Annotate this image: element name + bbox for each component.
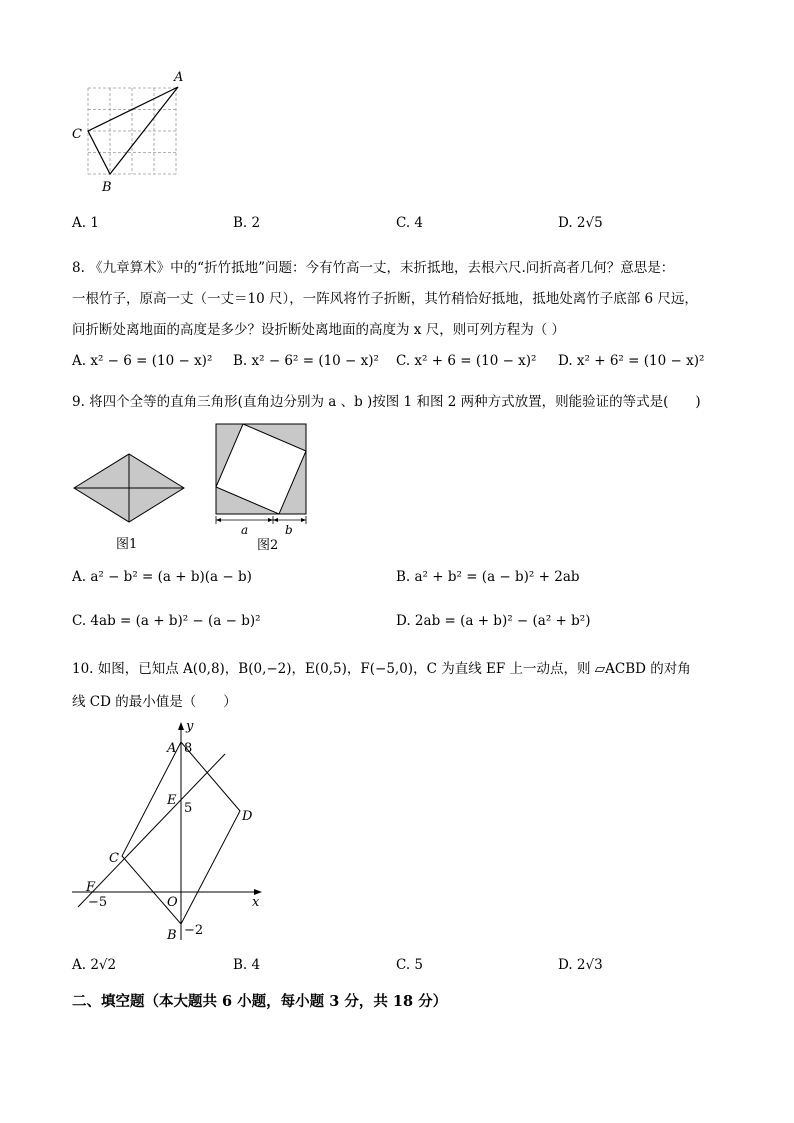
q8-option-b: B. x² − 6² = (10 − x)² — [233, 353, 379, 369]
triangle-abc — [88, 87, 178, 174]
q8-option-a: A. x² − 6 = (10 − x)² — [72, 353, 213, 369]
label-minus-5: −5 — [88, 895, 108, 910]
q7-option-d: D. 2√5 — [558, 215, 603, 231]
label-c: C — [72, 127, 82, 142]
q9-figure-1 — [70, 450, 188, 555]
fig2-label-a: a — [241, 523, 249, 537]
q8-line-2: 一根竹子，原高一丈（一丈＝10 尺），一阵风将竹子折断，其竹稍恰好抵地，抵地处离竹子底部 6 尺远， — [72, 291, 698, 307]
q7-grid-figure — [60, 66, 195, 196]
label-c: C — [109, 851, 119, 866]
y-axis-arrow — [178, 722, 184, 730]
label-minus-2: −2 — [184, 923, 204, 938]
label-d: D — [242, 809, 253, 824]
q10-option-a: A. 2√2 — [72, 957, 117, 973]
q8-option-c: C. x² + 6 = (10 − x)² — [396, 353, 537, 369]
q7-option-a: A. 1 — [72, 215, 99, 231]
q7-option-b: B. 2 — [233, 215, 261, 231]
label-b: B — [102, 180, 112, 195]
q9-figure-2 — [212, 420, 312, 555]
arrow-a-left — [216, 518, 221, 522]
q8-line-1: 8. 《九章算术》中的“折竹抵地”问题：今有竹高一丈，末折抵地，去根六尺.问折高者几何？意思是： — [72, 260, 675, 276]
label-y: y — [186, 719, 194, 734]
fig1-caption: 图1 — [116, 537, 138, 552]
q10-option-b: B. 4 — [233, 957, 261, 973]
label-5: 5 — [184, 801, 193, 816]
label-b: B — [167, 928, 177, 943]
label-a: A — [167, 741, 177, 756]
line-ef — [78, 754, 225, 907]
arrow-a-right — [268, 518, 273, 522]
label-8: 8 — [184, 741, 193, 756]
q9-stem: 9. 将四个全等的直角三角形(直角边分别为 a 、b )按图 1 和图 2 两种方式放置，则能验证的等式是( ) — [72, 394, 701, 410]
q8-option-d: D. x² + 6² = (10 − x)² — [558, 353, 705, 369]
q9-option-b: B. a² + b² = (a − b)² + 2ab — [396, 569, 580, 585]
label-o: O — [167, 895, 178, 910]
arrow-b-left — [273, 518, 278, 522]
label-a: A — [174, 70, 184, 85]
section-2-title: 二、填空题（本大题共 6 小题，每小题 3 分，共 18 分） — [72, 993, 448, 1010]
q10-line-2: 线 CD 的最小值是（ ） — [72, 694, 237, 710]
q9-option-d: D. 2ab = (a + b)² − (a² + b²) — [396, 613, 591, 629]
q9-option-a: A. a² − b² = (a + b)(a − b) — [72, 569, 252, 585]
q10-option-c: C. 5 — [396, 957, 424, 973]
q8-line-3: 问折断处离地面的高度是多少？设折断处离地面的高度为 x 尺，则可列方程为（ ） — [72, 322, 565, 338]
label-x: x — [252, 895, 260, 910]
grid-lines — [88, 88, 176, 174]
label-e: E — [167, 793, 177, 808]
q10-option-d: D. 2√3 — [558, 957, 603, 973]
fig2-label-b: b — [285, 523, 293, 537]
q10-line-1: 10. 如图，已知点 A(0,8)，B(0,−2)，E(0,5)，F(−5,0)，C 为直线 EF 上一动点，则 ▱ACBD 的对角 — [72, 661, 691, 677]
q9-option-c: C. 4ab = (a + b)² − (a − b)² — [72, 613, 261, 629]
q7-option-c: C. 4 — [396, 215, 424, 231]
q10-coordinate-figure — [66, 714, 276, 949]
label-f: F — [86, 880, 96, 895]
arrow-b-right — [301, 518, 306, 522]
fig2-caption: 图2 — [257, 538, 279, 553]
